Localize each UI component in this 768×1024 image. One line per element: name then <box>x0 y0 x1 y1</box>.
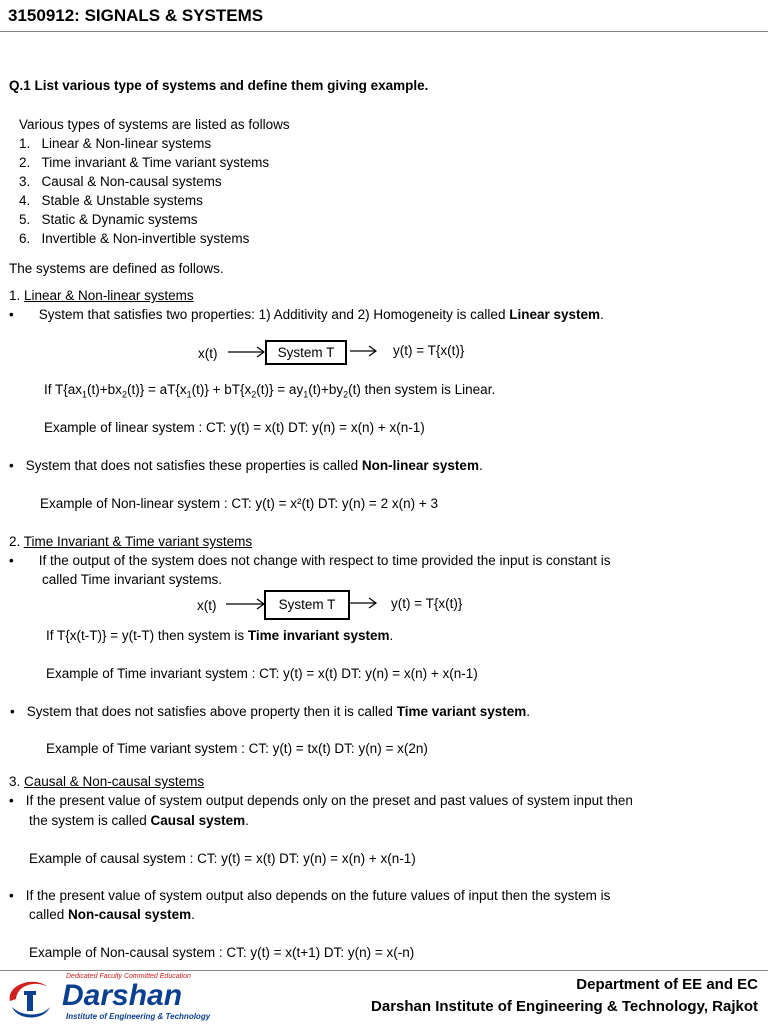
diagram2-output: y(t) = T{x(t)} <box>391 596 463 611</box>
term-noncausal-system: Non-causal system <box>68 907 192 922</box>
period: . <box>478 458 483 473</box>
section1-heading <box>9 288 194 303</box>
arrow-icon <box>228 345 266 359</box>
period: . <box>191 907 195 922</box>
condition-tail: then system is Linear. <box>360 382 496 397</box>
section1-bullet1 <box>9 307 604 322</box>
list-item: 4. Stable & Unstable systems <box>19 193 203 208</box>
section-title: Time Invariant & Time variant systems <box>23 534 253 549</box>
section1-bullet2 <box>9 458 483 473</box>
example-noncausal: Example of Non-causal system : CT: y(t) = x(t+1) DT: y(n) = x(-n) <box>29 945 415 960</box>
logo-name: Darshan <box>62 979 183 1012</box>
list-item: 6. Invertible & Non-invertible systems <box>19 231 250 246</box>
bullet-icon: • <box>9 888 14 903</box>
section3-bullet1-line2 <box>29 813 249 828</box>
bullet-text: If the present value of system output depends only on the preset and past values of system input then <box>25 793 633 808</box>
footer-department: Department of EE and EC <box>576 976 758 993</box>
section2-bullet1-line2: called Time invariant systems. <box>42 572 223 587</box>
bullet-icon: • <box>9 307 14 322</box>
bullet-text: If the output of the system does not change with respect to time provided the input is constant is <box>38 553 611 568</box>
diagram2-system-box: System T <box>264 590 350 620</box>
example-time-variant: Example of Time variant system : CT: y(t) = tx(t) DT: y(n) = x(2n) <box>46 741 428 756</box>
term-causal-system: Causal system <box>150 813 246 828</box>
arrow-icon <box>350 344 380 358</box>
period: . <box>526 704 531 719</box>
term-nonlinear-system: Non-linear system <box>361 458 479 473</box>
bullet-icon: • <box>9 793 14 808</box>
example-nonlinear: Example of Non-linear system : CT: y(t) = x²(t) DT: y(n) = 2 x(n) + 3 <box>40 496 438 511</box>
bullet-text: System that does not satisfies above property then it is called <box>26 704 397 719</box>
example-linear: Example of linear system : CT: y(t) = x(t) DT: y(n) = x(n) + x(n-1) <box>44 420 425 435</box>
logo-subtitle: Institute of Engineering & Technology <box>66 1012 211 1021</box>
period: . <box>600 307 604 322</box>
bullet-text: the system is called <box>29 813 151 828</box>
period: . <box>245 813 249 828</box>
section-number: 3. <box>9 774 25 789</box>
footer-divider <box>0 970 768 971</box>
section2-bullet1 <box>9 553 611 568</box>
term-time-invariant-system: Time invariant system <box>247 628 390 643</box>
question-heading: Q.1 List various type of systems and define them giving example. <box>9 78 429 93</box>
footer-institute: Darshan Institute of Engineering & Technology, Rajkot <box>371 998 758 1015</box>
section2-bullet2 <box>10 704 530 719</box>
section-number: 2. <box>9 534 24 549</box>
darshan-logo <box>4 973 214 1023</box>
section-title: Causal & Non-causal systems <box>24 774 205 789</box>
list-item: 3. Causal & Non-causal systems <box>19 174 222 189</box>
diagram2-input: x(t) <box>197 598 217 613</box>
bullet-icon: • <box>9 553 14 568</box>
bullet-text: System that satisfies two properties: 1) Additivity and 2) Homogeneity is called <box>38 307 510 322</box>
diagram1-output: y(t) = T{x(t)} <box>393 343 465 358</box>
period: . <box>389 628 394 643</box>
intro-text: Various types of systems are listed as follows <box>19 117 290 132</box>
defined-text: The systems are defined as follows. <box>9 261 224 276</box>
bullet-icon: • <box>10 704 15 719</box>
example-causal: Example of causal system : CT: y(t) = x(t) DT: y(n) = x(n) + x(n-1) <box>29 851 416 866</box>
section2-heading <box>9 534 252 549</box>
bullet-text: called <box>29 907 69 922</box>
section-number: 1. <box>9 288 25 303</box>
section3-heading <box>9 774 204 789</box>
darshan-emblem-icon <box>4 977 60 1021</box>
diagram1-input: x(t) <box>198 346 218 361</box>
page-header-title: 3150912: SIGNALS & SYSTEMS <box>8 6 264 25</box>
bullet-text: System that does not satisfies these properties is called <box>25 458 362 473</box>
section3-bullet1 <box>9 793 633 808</box>
term-time-variant-system: Time variant system <box>396 704 527 719</box>
section3-bullet2 <box>9 888 610 903</box>
logo-tagline: Dedicated Faculty Committed Education <box>66 973 191 980</box>
diagram1-system-box: System T <box>265 340 347 365</box>
time-invariance-condition <box>46 628 393 643</box>
bullet-text: If the present value of system output also depends on the future values of input then the system is <box>25 888 611 903</box>
condition-text: If T{x(t-T)} = y(t-T) then system is <box>46 628 248 643</box>
section3-bullet2-line2 <box>29 907 195 922</box>
list-item: 5. Static & Dynamic systems <box>19 212 198 227</box>
bullet-icon: • <box>9 458 14 473</box>
list-item: 2. Time invariant & Time variant systems <box>19 155 270 170</box>
term-linear-system: Linear system <box>509 307 600 322</box>
example-time-invariant: Example of Time invariant system : CT: y(t) = x(t) DT: y(n) = x(n) + x(n-1) <box>46 666 478 681</box>
list-item: 1. Linear & Non-linear systems <box>19 136 212 151</box>
header-divider <box>0 31 768 32</box>
linearity-condition: If $T\{ax_1(t)+bx_2(t)\} = aT\{x_1(t)\} + bT\{x_2(t)\} = ay_1(t)+by_2(t)$ then system is Linear. <box>44 382 496 400</box>
arrow-icon <box>226 597 266 611</box>
arrow-icon <box>350 596 380 610</box>
section-title: Linear & Non-linear systems <box>24 288 194 303</box>
